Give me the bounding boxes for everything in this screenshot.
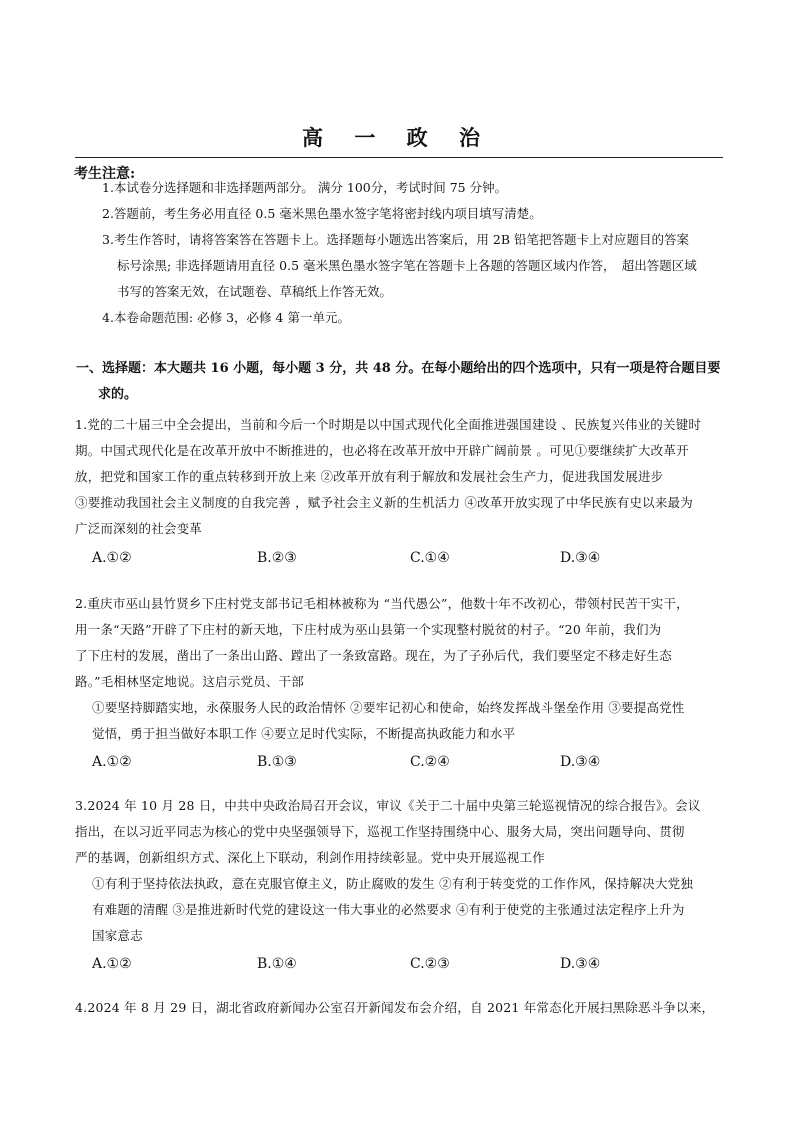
question-2-statement: 觉悟，勇于担当做好本职工作 ④要立足时代实际，不断提高执政能力和水平 xyxy=(92,726,516,741)
question-3-statement: 有难题的清醒 ③是推进新时代党的建设这一伟大事业的必然要求 ④有利于使党的主张通过法定程序上升为 xyxy=(92,902,685,917)
question-1-line: 广泛而深刻的社会变革 xyxy=(75,521,203,536)
option-a[interactable]: A.①② xyxy=(92,956,132,972)
question-1-line: ③要推动我国社会主义制度的自我完善 ，赋予社会主义新的生机活力 ④改革开放实现了中华民族有史以来最为 xyxy=(75,495,693,510)
question-3-line: 严的基调，创新组织方式、深化上下联动，利剑作用持续彰显。党中央开展巡视工作 xyxy=(75,850,545,865)
option-c[interactable]: C.②③ xyxy=(410,956,450,972)
option-b[interactable]: B.②③ xyxy=(257,550,297,566)
option-c[interactable]: C.②④ xyxy=(410,754,450,770)
option-a[interactable]: A.①② xyxy=(92,550,132,566)
question-3-line: 3.2024 年 10 月 28 日，中共中央政治局召开会议，审议《关于二十届中央第三轮巡视情况的综合报告》。会议 xyxy=(75,798,701,813)
option-a[interactable]: A.①② xyxy=(92,754,132,770)
section-heading-continued: 求的。 xyxy=(98,387,138,402)
question-2-statement: ①要坚持脚踏实地，永葆服务人民的政治情怀 ②要牢记初心和使命，始终发挥战斗堡垒作用 ③要提高党性 xyxy=(92,700,685,715)
question-2-line: 了下庄村的发展，凿出了一条出山路、蹚出了一条致富路。现在，为了子孙后代，我们要坚定不移走好生态 xyxy=(75,648,672,663)
option-d[interactable]: D.③④ xyxy=(560,550,601,566)
title-divider xyxy=(75,157,723,158)
notice-item: 2.答题前，考生务必用直径 0.5 毫米黑色墨水签字笔将密封线内项目填写清楚。 xyxy=(102,206,542,221)
notice-item: 4.本卷命题范围: 必修 3，必修 4 第一单元。 xyxy=(102,310,350,325)
question-1-line: 期。中国式现代化是在改革开放中不断推进的，也必将在改革开放中开辟广阔前景 。可见①要继续扩大改革开 xyxy=(75,443,689,458)
question-2-options xyxy=(92,754,692,780)
notice-heading: 考生注意: xyxy=(74,166,136,182)
question-1-line: 1.党的二十届三中全会提出，当前和今后一个时期是以中国式现代化全面推进强国建设 、民族复兴伟业的关键时 xyxy=(75,417,702,432)
question-3-statement: 国家意志 xyxy=(92,928,143,943)
notice-item: 3.考生作答时，请将答案答在答题卡上。选择题每小题选出答案后，用 2B 铅笔把答题卡上对应题目的答案 xyxy=(102,232,690,247)
option-d[interactable]: D.③④ xyxy=(560,754,601,770)
question-1-line: 放，把党和国家工作的重点转移到开放上来 ②改革开放有利于解放和发展社会生产力，促进我国发展进步 xyxy=(75,469,664,484)
question-2-line: 路。”毛相林坚定地说。这启示党员、干部 xyxy=(75,674,304,689)
question-4-line: 4.2024 年 8 月 29 日，湖北省政府新闻办公室召开新闻发布会介绍，自 2021 年常态化开展扫黑除恶斗争以来， xyxy=(75,1000,715,1015)
question-3-statement: ①有利于坚持依法执政，意在克服官僚主义，防止腐败的发生 ②有利于转变党的工作作风，保持解决大党独 xyxy=(92,876,694,891)
option-b[interactable]: B.①③ xyxy=(257,754,297,770)
section-heading: 一、选择题：本大题共 16 小题，每小题 3 分，共 48 分。在每小题给出的四个选项中，只有一项是符合题目要 xyxy=(76,361,721,376)
page-title: 高 一 政 治 xyxy=(302,125,492,150)
question-3-line: 指出，在以习近平同志为核心的党中央坚强领导下，巡视工作坚持围绕中心、服务大局，突出问题导向、贯彻 xyxy=(75,824,685,839)
option-c[interactable]: C.①④ xyxy=(410,550,450,566)
notice-item: 1.本试卷分选择题和非选择题两部分。 满分 100分，考试时间 75 分钟。 xyxy=(102,180,508,195)
notice-item-continued: 标号涂黑; 非选择题请用直径 0.5 毫米黑色墨水签字笔在答题卡上各题的答题区域内作答， 超出答题区域 xyxy=(117,258,697,273)
question-3-options xyxy=(92,956,692,982)
question-1-options xyxy=(92,550,692,576)
notice-item-continued: 书写的答案无效，在试题卷、草稿纸上作答无效。 xyxy=(117,284,393,299)
question-2-line: 2.重庆市巫山县竹贤乡下庄村党支部书记毛相林被称为 “当代愚公”，他数十年不改初心，带领村民苦干实干， xyxy=(75,596,689,611)
option-d[interactable]: D.③④ xyxy=(560,956,601,972)
question-2-line: 用一条“天路”开辟了下庄村的新天地，下庄村成为巫山县第一个实现整村脱贫的村子。“20 年前，我们为 xyxy=(75,622,662,637)
option-b[interactable]: B.①④ xyxy=(257,956,297,972)
